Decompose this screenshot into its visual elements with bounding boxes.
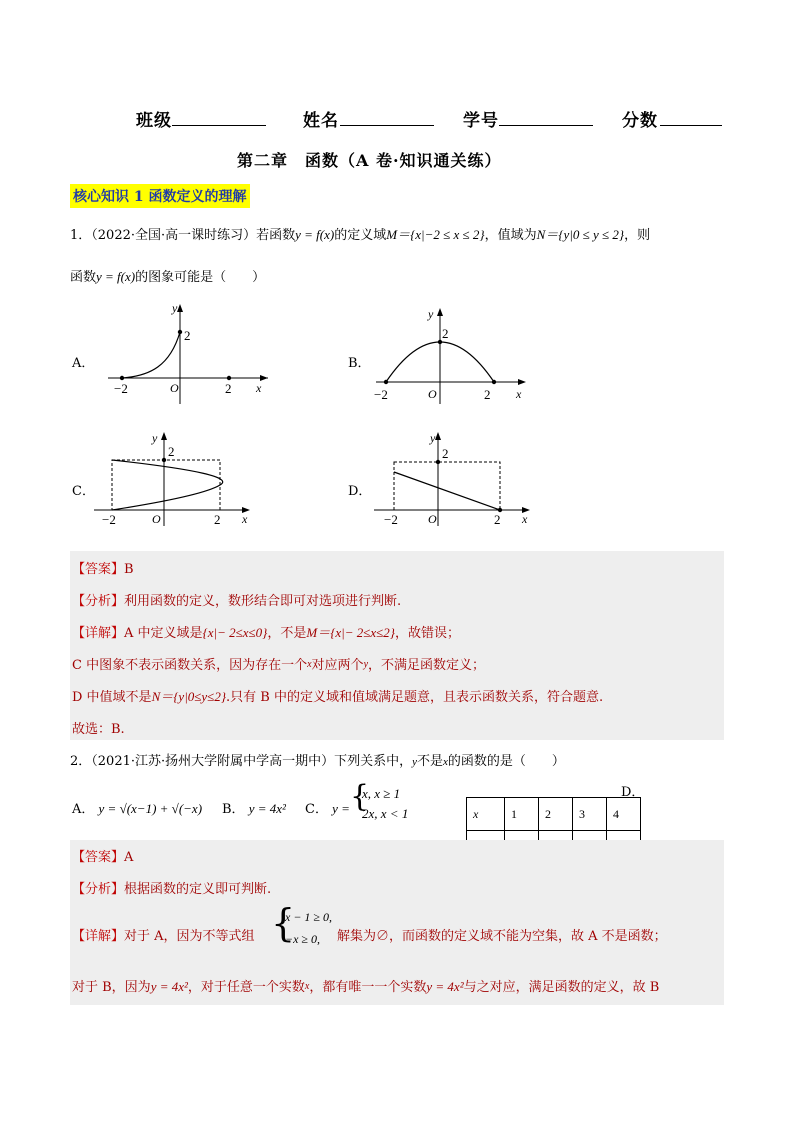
name-label: 姓名 — [303, 111, 339, 131]
graph-d-tick-2-y: 2 — [442, 446, 449, 461]
graph-c-y-label: y — [152, 431, 158, 445]
score-label: 分数 — [622, 111, 658, 131]
a2-ineq-brace: { — [271, 901, 296, 945]
a2-detail-line1b: 解集为∅，而函数的定义域不能为空集，故 A 不是函数； — [337, 929, 667, 944]
graph-c-tick-2-x: 2 — [214, 512, 221, 527]
a2-detail-line2: 对于 B，因为y = 4x²，对于任意一个实数x，都有唯一一个实数y = 4x²与之对应，满足函数的定义，故 B — [72, 979, 660, 995]
q2-option-d-label[interactable]: D． — [621, 785, 645, 800]
table-cell: x — [467, 798, 505, 831]
name-blank[interactable] — [340, 125, 434, 126]
graph-a-curve — [122, 332, 180, 378]
q1-option-c-label[interactable]: C． — [72, 484, 95, 499]
q2-option-c-brace: { — [350, 779, 370, 814]
student-id-blank[interactable] — [499, 125, 593, 126]
class-label: 班级 — [136, 111, 172, 131]
table-cell: 4 — [607, 798, 641, 831]
q2-option-c-case1: x, x ≥ 1 — [362, 786, 401, 801]
graph-c-tick-2-y: 2 — [168, 444, 175, 459]
q1-option-b-label[interactable]: B． — [348, 356, 371, 371]
a2-detail-line1a: 【详解】对于 A，因为不等式组 — [72, 929, 255, 944]
q2-option-a[interactable]: A． y = √(x−1) + √(−x) — [72, 801, 203, 817]
graph-a-tick-neg2: −2 — [114, 381, 128, 396]
score-blank[interactable] — [660, 125, 722, 126]
a1-detail-line3: D 中值域不是N＝{y|0≤y≤2}.只有 B 中的定义域和值域满足题意，且表示函数关系，符合题意. — [72, 689, 604, 705]
graph-b-y-label: y — [428, 307, 434, 321]
graph-a-tick-2-y: 2 — [184, 328, 191, 343]
q1-option-d-label[interactable]: D． — [348, 484, 372, 499]
table-cell: 1 — [505, 798, 539, 831]
a1-detail-line1: 【详解】A 中定义域是{x|− 2≤x≤0}，不是M＝{x|− 2≤x≤2}，故错误； — [72, 625, 461, 641]
q1-line2: 函数y = f(x)的图象可能是（ ） — [70, 269, 266, 285]
graph-b-tick-2-x: 2 — [484, 387, 491, 402]
graph-c-curve — [112, 460, 223, 510]
graph-b-tick-neg2: −2 — [374, 387, 388, 402]
table-row — [467, 798, 641, 831]
graph-a-origin: O — [170, 381, 179, 395]
q2-option-b[interactable]: B． y = 4x² — [222, 801, 286, 817]
graph-c-x-label: x — [242, 512, 248, 526]
q2-stem: 2．（2021·江苏·扬州大学附属中学高一期中）下列关系中，y不是x的函数的是（ ） — [70, 754, 565, 769]
graph-option-b — [370, 300, 530, 410]
graph-b-x-label: x — [516, 387, 522, 401]
graph-b-tick-2-y: 2 — [442, 326, 449, 341]
student-id-label: 学号 — [463, 111, 499, 131]
graph-a-tick-2-x: 2 — [225, 381, 232, 396]
a2-analysis: 【分析】根据函数的定义即可判断. — [72, 882, 272, 897]
graph-d-line — [394, 472, 500, 510]
graph-c-origin: O — [152, 512, 161, 526]
a2-answer: 【答案】A — [72, 850, 134, 865]
graph-option-c — [90, 428, 260, 528]
graph-d-tick-2-x: 2 — [494, 512, 501, 527]
q2-option-c-case2: 2x, x < 1 — [362, 806, 409, 821]
a1-detail-line2: C 中图象不表示函数关系，因为存在一个x对应两个y，不满足函数定义； — [72, 658, 486, 673]
table-cell: 3 — [573, 798, 607, 831]
graph-d-y-label: y — [430, 431, 436, 445]
graph-option-a — [100, 300, 280, 410]
q1-line1: 1．（2022·全国·高一课时练习）若函数y = f(x)的定义域M＝{x|−2 ≤ x ≤ 2}，值域为N＝{y|0 ≤ y ≤ 2}，则 — [70, 227, 651, 243]
graph-d-tick-neg2: −2 — [384, 512, 398, 527]
a1-detail-line4: 故选：B. — [72, 722, 125, 737]
a2-ineq-2: −x ≥ 0, — [285, 932, 321, 946]
graph-a-x-label: x — [256, 381, 262, 395]
graph-d-x-label: x — [522, 512, 528, 526]
a2-ineq-1: x − 1 ≥ 0, — [285, 910, 333, 924]
table-cell: 2 — [539, 798, 573, 831]
graph-c-tick-neg2: −2 — [102, 512, 116, 527]
graph-b-origin: O — [428, 387, 437, 401]
section-heading: 核心知识 1 函数定义的理解 — [70, 184, 250, 208]
page-title: 第二章 函数（A 卷·知识通关练） — [237, 151, 502, 170]
graph-option-d — [370, 428, 540, 528]
a1-analysis: 【分析】利用函数的定义，数形结合即可对选项进行判断. — [72, 594, 402, 609]
graph-a-y-label: y — [172, 301, 178, 315]
q2-option-c[interactable]: C． y = — [305, 801, 350, 817]
a1-answer: 【答案】B — [72, 562, 134, 577]
answer-block-1 — [70, 551, 724, 740]
class-blank[interactable] — [172, 125, 266, 126]
q1-option-a-label[interactable]: A． — [72, 356, 95, 371]
graph-d-origin: O — [428, 512, 437, 526]
